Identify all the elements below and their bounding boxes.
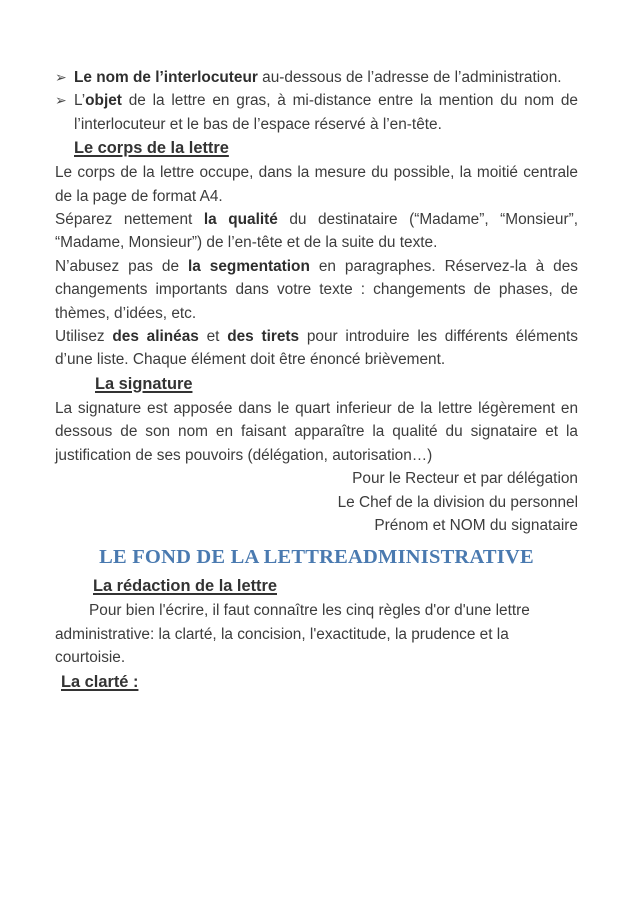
paragraph-redaction: Pour bien l'écrire, il faut connaître les cinq règles d'or d'une lettre administrative: la clarté, la concision, l'exactitude, la prudence et la courtoisie. xyxy=(55,602,530,667)
paragraph-corps-4-part-1: Utilisez xyxy=(55,328,113,346)
list-item xyxy=(55,66,578,89)
paragraph-corps-2-bold: la qualité xyxy=(203,211,278,229)
list-item-bold-lead: Le nom de l’interlocuteur xyxy=(74,69,258,86)
paragraph-corps-1: Le corps de la lettre occupe, dans la mesure du possible, la moitié centrale de la page de format A4. xyxy=(55,164,578,205)
list-item-rest: au-dessous de l’adresse de l’administration. xyxy=(257,69,562,86)
signature-block xyxy=(55,467,578,537)
heading-la-redaction-de-la-lettre: La rédaction de la lettre xyxy=(93,577,277,596)
paragraph-corps-3-part-2: en paragraphes. Réservez-la à des changements importants dans votre texte : changements de phases, de thèmes, d’idées, etc. xyxy=(55,257,578,322)
paragraph-corps-4-bold-2: des tirets xyxy=(227,328,300,346)
heading-la-clarte: La clarté : xyxy=(61,672,139,691)
paragraph-corps-4 xyxy=(55,325,578,372)
paragraph-corps-2-part-2: du destinataire (“Madame”, “Monsieur”, “Madame, Monsieur”) de l’en-tête et de la suite du texte. xyxy=(55,211,578,252)
document-content xyxy=(55,66,578,695)
paragraph-corps-2-part-1: Séparez nettement xyxy=(55,211,204,229)
paragraph-corps-2 xyxy=(55,208,578,255)
heading-corps-de-la-lettre: Le corps de la lettre xyxy=(74,139,229,158)
arrowhead-bullet-icon: ➢ xyxy=(55,69,67,85)
list-item-rest: de la lettre en gras, à mi-distance entre la mention du nom de l’interlocuteur et le bas de l’espace réservé à l’en-tête. xyxy=(74,92,578,133)
section-title-le-fond: LE FOND DE LA LETTREADMINISTRATIVE xyxy=(99,546,534,569)
signature-line: Prénom et NOM du signataire xyxy=(374,516,578,534)
list-item-text xyxy=(74,66,578,89)
paragraph-corps-4-part-3: pour introduire les différents éléments d’une liste. Chaque élément doit être énoncé brièvement. xyxy=(55,328,579,369)
list-item-text xyxy=(74,89,578,136)
heading-la-signature: La signature xyxy=(95,374,193,393)
list-item xyxy=(55,89,578,136)
list-item-prefix: L’ xyxy=(74,92,86,110)
signature-line: Le Chef de la division du personnel xyxy=(337,493,578,511)
paragraph-corps-3-bold: la segmentation xyxy=(188,257,310,275)
list-item-bold-lead: objet xyxy=(85,92,122,110)
paragraph-corps-4-bold-1: des alinéas xyxy=(112,328,199,346)
paragraph-corps-4-part-2: et xyxy=(198,328,228,346)
signature-line: Pour le Recteur et par délégation xyxy=(352,470,578,488)
paragraph-signature: La signature est apposée dans le quart inferieur de la lettre légèrement en dessous de son nom en faisant apparaître la qualité du signataire et la justification de ses pouvoirs (délégation, autorisation…) xyxy=(55,399,578,464)
arrowhead-bullet-icon: ➢ xyxy=(55,92,67,109)
paragraph-corps-3 xyxy=(55,255,578,325)
paragraph-corps-3-part-1: N’abusez pas de xyxy=(55,257,188,275)
